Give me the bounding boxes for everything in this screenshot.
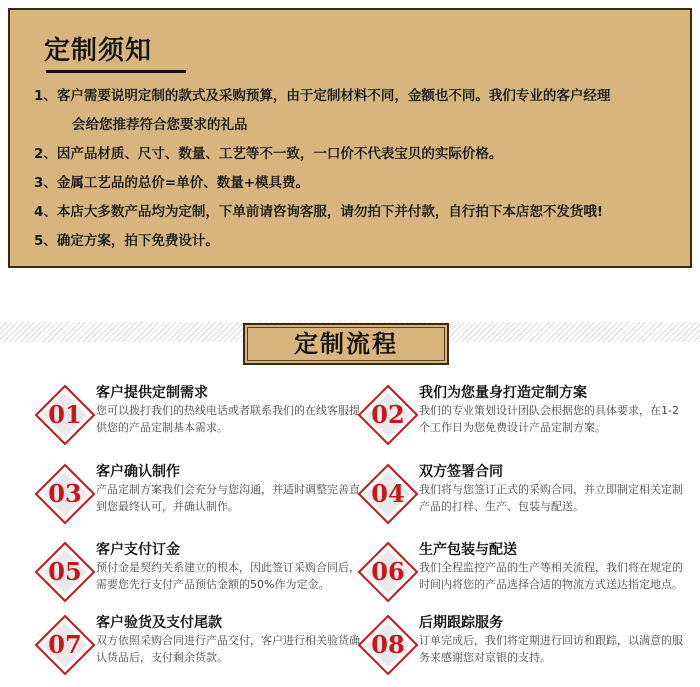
step-badge-03 [34,463,96,525]
step-title: 生产包装与配送 [419,542,517,558]
notice-item-2: 2、因产品材质、尺寸、数量、工艺等不一致，一口价不代表宝贝的实际价格。 [34,146,503,162]
step-number: 07 [48,630,82,659]
step-number: 06 [371,557,405,586]
step-description: 我们的专业策划设计团队会根据您的具体要求，在1-2个工作日为您免费设计产品定制方案。 [419,404,679,434]
step-badge-07 [34,614,96,676]
flow-step-05 [34,539,364,609]
step-number: 05 [48,557,82,586]
step-title: 我们为您量身打造定制方案 [419,385,587,401]
flow-step-08 [357,612,687,682]
step-number: 08 [371,630,405,659]
step-description: 我们将与您签订正式的采购合同，并立即制定相关定制产品的打样、生产、包装与配送。 [419,483,683,513]
flow-step-01 [34,382,364,452]
step-title: 客户验货及支付尾款 [96,615,222,631]
step-number: 02 [371,400,405,429]
step-title: 客户确认制作 [96,464,180,480]
step-badge-08 [357,614,419,676]
notice-item-5: 5、确定方案，拍下免费设计。 [34,233,219,249]
notice-title: 定制须知 [44,36,153,66]
step-title: 客户提供定制需求 [96,385,208,401]
notice-item-1-continued: 会给您推荐符合您要求的礼品 [72,117,248,133]
notice-list [34,82,684,256]
flow-step-04 [357,461,687,531]
step-description: 我们全程监控产品的生产等相关流程，我们将在规定的时间内将您的产品选择合适的物流方式送达指定地点。 [419,561,683,591]
step-badge-05 [34,541,96,603]
flow-step-02 [357,382,687,452]
step-description: 产品定制方案我们会充分与您沟通，并适时调整完善直到您最终认可，并确认制作。 [96,483,360,513]
notice-item-3: 3、金属工艺品的总价=单价、数量+模具费。 [34,175,310,191]
notice-item-4: 4、本店大多数产品均为定制，下单前请咨询客服，请勿拍下并付款，自行拍下本店恕不发货哦! [34,204,604,220]
notice-item-1: 1、客户需要说明定制的款式及采购预算，由于定制材料不同，金额也不同。我们专业的客户经理 [34,88,611,104]
notice-title-underline [46,70,186,73]
step-number: 01 [48,400,82,429]
flow-step-06 [357,539,687,609]
step-badge-06 [357,541,419,603]
notice-panel [8,8,692,268]
step-title: 后期跟踪服务 [419,615,503,631]
step-description: 订单完成后，我们将定期进行回访和跟踪，以满意的服务来感谢您对京银的支持。 [419,634,683,664]
flow-step-03 [34,461,364,531]
step-title: 双方签署合同 [419,464,503,480]
step-badge-04 [357,463,419,525]
step-number: 03 [48,479,82,508]
step-description: 您可以拨打我们的热线电话或者联系我们的在线客服提供您的产品定制基本需求。 [96,404,360,434]
flow-step-07 [34,612,364,682]
step-badge-02 [357,384,419,446]
step-description: 双方依照采购合同进行产品交付，客户进行相关验货确认货品后，支付剩余货款。 [96,634,360,664]
step-description: 预付金是契约关系建立的根本，因此签订采购合同后，需要您先行支付产品预估金额的50%作为定金。 [96,561,360,591]
flow-title: 定制流程 [243,323,449,365]
step-number: 04 [371,479,405,508]
step-badge-01 [34,384,96,446]
step-title: 客户支付订金 [96,542,180,558]
